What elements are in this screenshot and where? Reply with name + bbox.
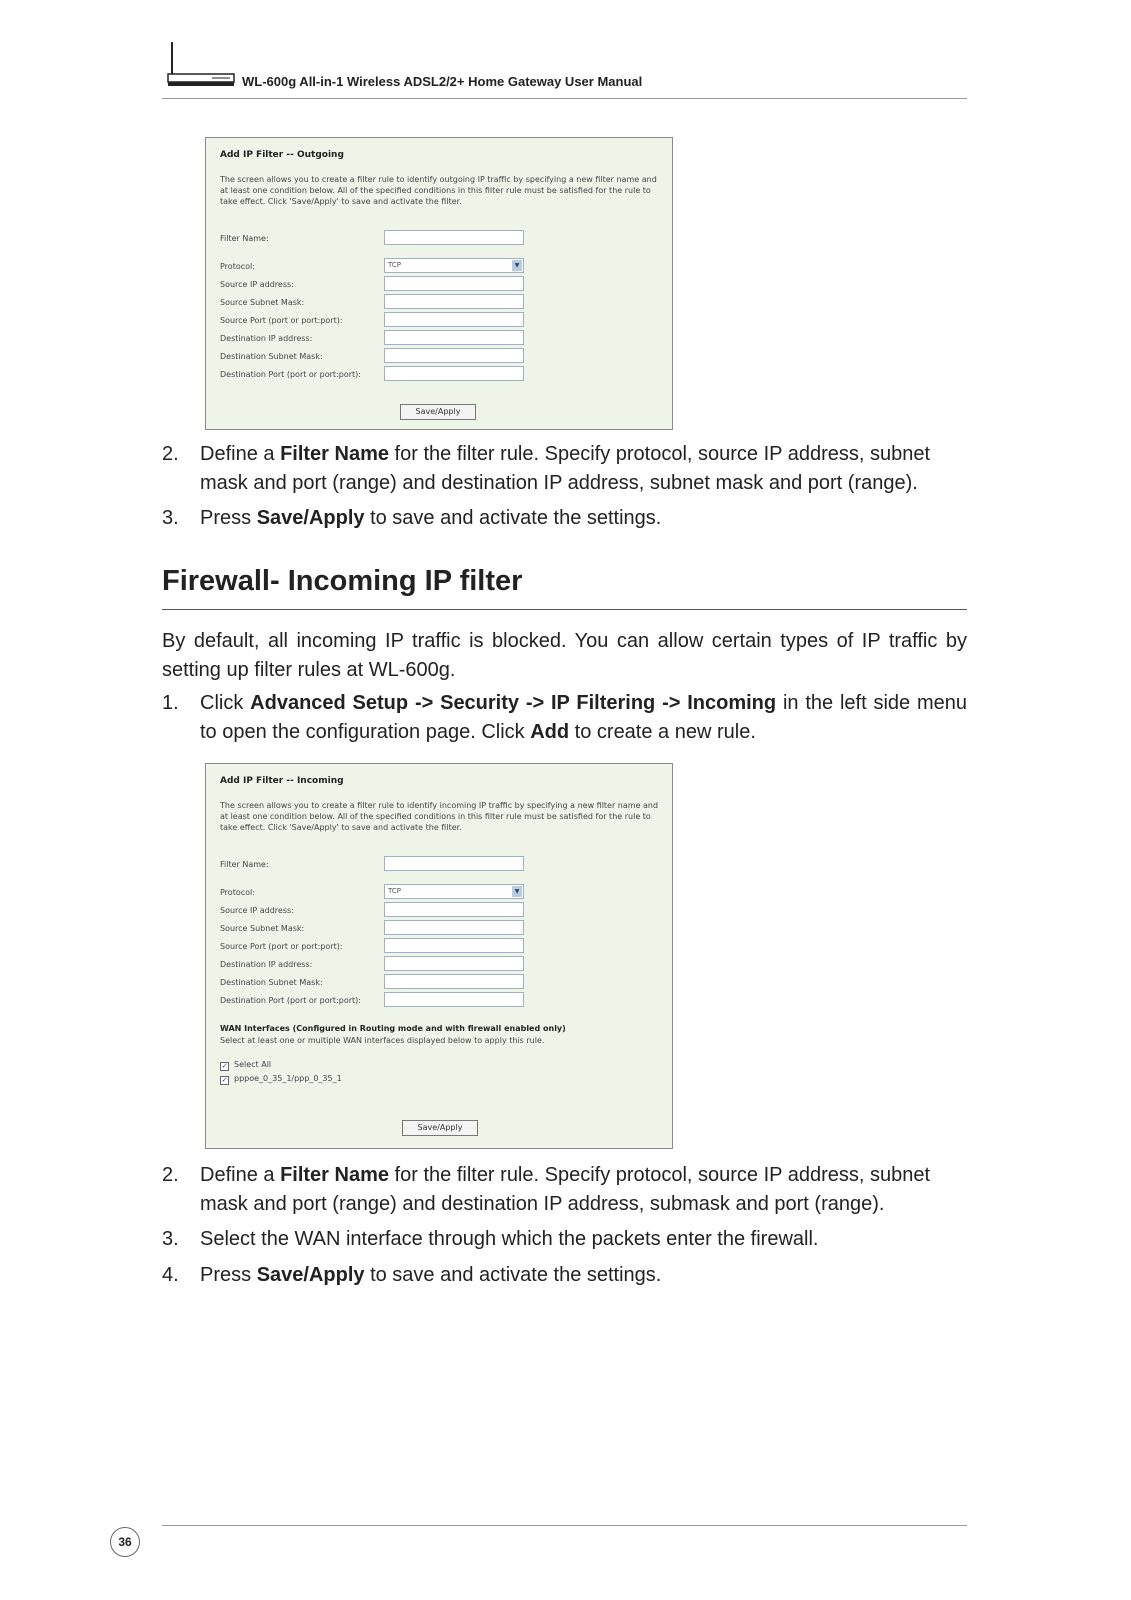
- step-text: for the filter rule. Specify protocol, source IP address, subnet mask and port (range) and destination IP address, subnet mask and port (range).: [200, 443, 931, 494]
- protocol-select[interactable]: [384, 884, 524, 899]
- step-bold: Advanced Setup -> Security -> IP Filtering -> Incoming: [250, 692, 777, 714]
- source-mask-label: Source Subnet Mask:: [220, 298, 305, 307]
- step-text: Define a: [200, 443, 281, 465]
- step-text: Press: [200, 507, 257, 529]
- step-number: 3.: [162, 507, 179, 529]
- step-number: 2.: [162, 443, 179, 465]
- source-mask-label: Source Subnet Mask:: [220, 924, 305, 933]
- step-bold: Save/Apply: [256, 1264, 365, 1286]
- dest-mask-input[interactable]: [384, 974, 524, 989]
- source-port-input[interactable]: [384, 312, 524, 327]
- source-port-input[interactable]: [384, 938, 524, 953]
- protocol-value: TCP: [388, 261, 401, 269]
- source-ip-input[interactable]: [384, 902, 524, 917]
- step-number: 1.: [162, 692, 179, 714]
- save-apply-button[interactable]: Save/Apply: [402, 1120, 478, 1136]
- step-text: Click: [200, 692, 251, 714]
- step-incoming-3: [162, 1225, 967, 1254]
- page-header: [162, 40, 967, 99]
- dest-mask-label: Destination Subnet Mask:: [220, 352, 323, 361]
- protocol-value: TCP: [388, 887, 401, 895]
- filter-name-label: Filter Name:: [220, 234, 269, 243]
- wan-interfaces-note: Select at least one or multiple WAN interfaces displayed below to apply this rule.: [220, 1036, 545, 1045]
- source-ip-label: Source IP address:: [220, 906, 294, 915]
- source-mask-input[interactable]: [384, 920, 524, 935]
- step-text: to save and activate the settings.: [364, 1264, 662, 1286]
- router-icon: [162, 40, 238, 90]
- protocol-select[interactable]: [384, 258, 524, 273]
- step-bold: Filter Name: [280, 1164, 389, 1186]
- filter-name-input[interactable]: [384, 856, 524, 871]
- outgoing-screenshot-description: The screen allows you to create a filter rule to identify outgoing IP traffic by specifying a new filter name and at least one condition below. All of the specified conditions in this filter rule must be satisfied for the rule to take effect. Click 'Save/Apply' to save and activate the filter.: [220, 175, 657, 206]
- step-incoming-1: [162, 689, 967, 747]
- checkbox[interactable]: ✓: [221, 1076, 228, 1084]
- outgoing-screenshot-title: Add IP Filter -- Outgoing: [220, 150, 344, 160]
- step-number: 2.: [162, 1164, 179, 1186]
- step-bold: Save/Apply: [256, 507, 365, 529]
- incoming-screenshot-description: The screen allows you to create a filter rule to identify incoming IP traffic by specifying a new filter name and at least one condition below. All of the specified conditions in this filter rule must be satisfied for the rule to take effect. Click 'Save/Apply' to save and activate the filter.: [220, 801, 659, 832]
- checkbox[interactable]: ✓: [221, 1062, 228, 1070]
- chevron-down-icon: ▼: [512, 260, 522, 271]
- dest-port-label: Destination Port (port or port:port):: [220, 370, 361, 379]
- step-bold: Add: [530, 721, 570, 743]
- source-port-label: Source Port (port or port:port):: [220, 942, 343, 951]
- page-number: 36: [110, 1527, 140, 1557]
- wan-interfaces-title: WAN Interfaces (Configured in Routing mode and with firewall enabled only): [220, 1024, 566, 1033]
- dest-ip-label: Destination IP address:: [220, 334, 313, 343]
- step-outgoing-2: [162, 440, 967, 498]
- dest-port-label: Destination Port (port or port:port):: [220, 996, 361, 1005]
- footer-rule: [162, 1525, 967, 1526]
- dest-ip-input[interactable]: [384, 956, 524, 971]
- protocol-label: Protocol:: [220, 888, 255, 897]
- incoming-filter-screenshot: [205, 763, 673, 1149]
- step-text: Select the WAN interface through which the packets enter the firewall.: [200, 1228, 819, 1250]
- save-apply-button[interactable]: Save/Apply: [400, 404, 476, 420]
- step-text: Press: [200, 1264, 257, 1286]
- dest-ip-label: Destination IP address:: [220, 960, 313, 969]
- step-outgoing-3: [162, 504, 967, 533]
- manual-title: WL-600g All-in-1 Wireless ADSL2/2+ Home Gateway User Manual: [242, 74, 643, 89]
- select-all-label: Select All: [234, 1060, 272, 1069]
- source-ip-input[interactable]: [384, 276, 524, 291]
- dest-ip-input[interactable]: [384, 330, 524, 345]
- step-number: 3.: [162, 1228, 179, 1250]
- step-text: to create a new rule.: [569, 721, 756, 743]
- filter-name-label: Filter Name:: [220, 860, 269, 869]
- incoming-screenshot-title: Add IP Filter -- Incoming: [220, 776, 344, 786]
- step-text: to save and activate the settings.: [364, 507, 662, 529]
- dest-port-input[interactable]: [384, 366, 524, 381]
- section-intro: By default, all incoming IP traffic is blocked. You can allow certain types of IP traffic by setting up filter rules at WL-600g.: [162, 630, 967, 681]
- protocol-label: Protocol:: [220, 262, 255, 271]
- section-title: Firewall- Incoming IP filter: [162, 565, 967, 610]
- wan-interface-label: pppoe_0_35_1/ppp_0_35_1: [234, 1074, 342, 1083]
- step-text: in the left side menu to open the configuration page. Click: [200, 692, 967, 743]
- step-text: Define a: [200, 1164, 281, 1186]
- source-mask-input[interactable]: [384, 294, 524, 309]
- step-incoming-2: [162, 1161, 967, 1219]
- dest-mask-input[interactable]: [384, 348, 524, 363]
- chevron-down-icon: ▼: [512, 886, 522, 897]
- step-number: 4.: [162, 1264, 179, 1286]
- dest-port-input[interactable]: [384, 992, 524, 1007]
- select-all-checkbox-row[interactable]: [220, 1060, 271, 1071]
- filter-name-input[interactable]: [384, 230, 524, 245]
- wan-interface-checkbox-row[interactable]: [220, 1074, 342, 1085]
- step-incoming-4: [162, 1261, 967, 1290]
- step-bold: Filter Name: [280, 443, 389, 465]
- source-port-label: Source Port (port or port:port):: [220, 316, 343, 325]
- source-ip-label: Source IP address:: [220, 280, 294, 289]
- outgoing-filter-screenshot: [205, 137, 673, 430]
- step-text: for the filter rule. Specify protocol, source IP address, subnet mask and port (range) and destination IP address, submask and port (range).: [200, 1164, 931, 1215]
- dest-mask-label: Destination Subnet Mask:: [220, 978, 323, 987]
